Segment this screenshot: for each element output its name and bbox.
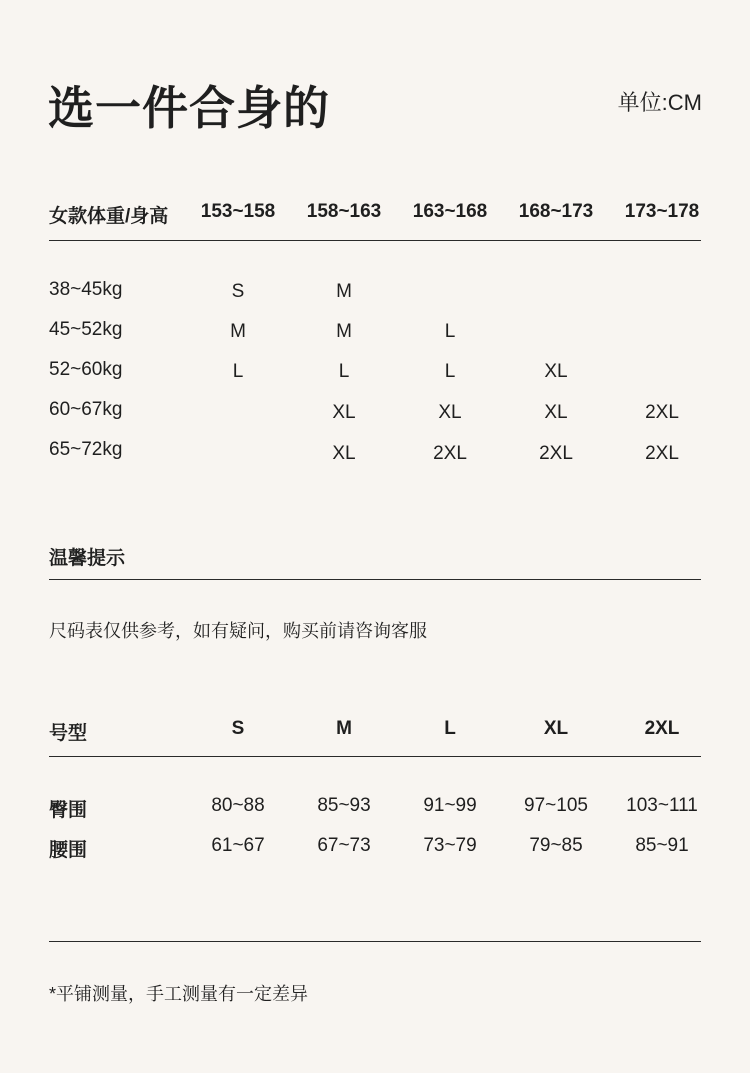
size-table-row-label: 38~45kg — [49, 279, 123, 300]
measure-table-cell: 80~88 — [211, 795, 265, 816]
size-table-col-header: 173~178 — [624, 201, 700, 222]
size-table-cell: M — [230, 321, 246, 342]
tips-text: 尺码表仅供参考，如有疑问，购买前请咨询客服 — [49, 621, 427, 641]
measure-table-row-label: 臀围 — [49, 800, 88, 821]
measure-table-cell: 85~93 — [317, 795, 371, 816]
size-table-col-header: 153~158 — [200, 201, 276, 222]
measure-table-corner: 号型 — [49, 723, 88, 744]
size-table-row-label: 52~60kg — [49, 359, 123, 380]
divider — [49, 240, 701, 241]
divider — [49, 756, 701, 757]
size-table-cell: L — [444, 321, 456, 342]
divider — [49, 941, 701, 942]
measure-table-col-header: 2XL — [644, 718, 680, 739]
size-table-row-label: 65~72kg — [49, 439, 123, 460]
size-table-col-header: 168~173 — [518, 201, 594, 222]
size-table-col-header: 163~168 — [412, 201, 488, 222]
measure-table-cell: 103~111 — [626, 795, 698, 816]
measure-table-col-header: XL — [543, 718, 569, 739]
size-table-row-label: 60~67kg — [49, 399, 123, 420]
divider — [49, 579, 701, 580]
tips-heading: 温馨提示 — [49, 548, 126, 569]
size-table-cell: XL — [544, 361, 568, 382]
size-table-cell: L — [338, 361, 350, 382]
size-table-col-header: 158~163 — [306, 201, 382, 222]
size-table-cell: 2XL — [645, 443, 679, 464]
size-table-cell: L — [232, 361, 244, 382]
size-table-cell: XL — [332, 443, 356, 464]
measure-table-cell: 85~91 — [635, 835, 689, 856]
size-table-corner: 女款体重/身高 — [49, 206, 169, 227]
size-table-cell: M — [336, 321, 352, 342]
measure-table-cell: 91~99 — [423, 795, 477, 816]
measure-table-cell: 67~73 — [317, 835, 371, 856]
size-table-cell: 2XL — [645, 402, 679, 423]
measure-table-cell: 61~67 — [211, 835, 265, 856]
measure-table-col-header: M — [336, 718, 352, 739]
size-table-cell: 2XL — [433, 443, 467, 464]
measure-table-cell: 97~105 — [524, 795, 588, 816]
size-table-row-label: 45~52kg — [49, 319, 123, 340]
size-table-cell: L — [444, 361, 456, 382]
size-table-cell: XL — [438, 402, 462, 423]
measure-table-cell: 79~85 — [529, 835, 583, 856]
measure-table-cell: 73~79 — [423, 835, 477, 856]
page-title: 选一件合身的 — [48, 82, 330, 134]
measure-table-row-label: 腰围 — [49, 840, 88, 861]
measure-table-col-header: S — [231, 718, 245, 739]
size-table-cell: XL — [332, 402, 356, 423]
size-table-cell: S — [231, 281, 245, 302]
size-table-cell: M — [336, 281, 352, 302]
size-table-cell: 2XL — [539, 443, 573, 464]
footnote: *平铺测量，手工测量有一定差异 — [49, 984, 309, 1004]
measure-table-col-header: L — [444, 718, 456, 739]
unit-label: 单位:CM — [617, 90, 702, 115]
size-table-cell: XL — [544, 402, 568, 423]
